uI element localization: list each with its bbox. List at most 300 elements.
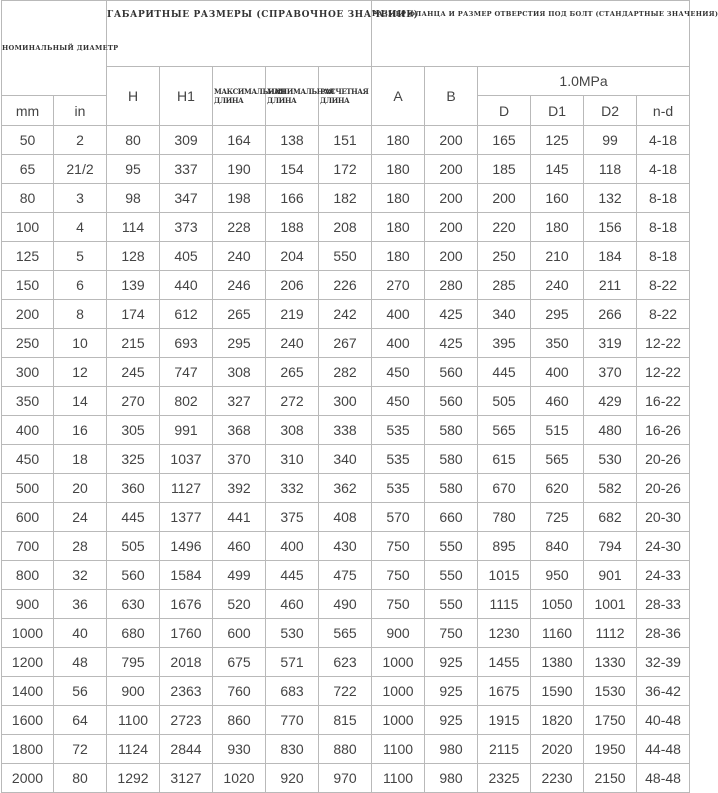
cell-h: 98	[107, 184, 160, 213]
col-d-header: D	[478, 96, 531, 126]
cell-n-d: 12-22	[637, 358, 690, 387]
cell-d: 200	[478, 184, 531, 213]
table-row	[2, 503, 690, 532]
table-row	[2, 329, 690, 358]
cell-d: 1915	[478, 706, 531, 735]
cell-calc-length: 475	[319, 561, 372, 590]
cell-d: 165	[478, 126, 531, 155]
cell-dn-in: 14	[54, 387, 107, 416]
cell-d: 670	[478, 474, 531, 503]
cell-b: 660	[425, 503, 478, 532]
cell-dn-in: 48	[54, 648, 107, 677]
cell-n-d: 8-18	[637, 242, 690, 271]
cell-b: 560	[425, 387, 478, 416]
cell-n-d: 20-26	[637, 445, 690, 474]
cell-d1: 1050	[531, 590, 584, 619]
cell-d: 1455	[478, 648, 531, 677]
cell-a: 450	[372, 387, 425, 416]
cell-min-length: 206	[266, 271, 319, 300]
cell-a: 750	[372, 561, 425, 590]
cell-d: 285	[478, 271, 531, 300]
overall-dimensions-header: ГАБАРИТНЫЕ РАЗМЕРЫ (СПРАВОЧНОЕ ЗНАЧЕНИЕ)	[107, 1, 372, 67]
cell-calc-length: 340	[319, 445, 372, 474]
cell-n-d: 48-48	[637, 764, 690, 793]
table-row	[2, 184, 690, 213]
cell-h: 270	[107, 387, 160, 416]
cell-h1: 612	[160, 300, 213, 329]
cell-n-d: 4-18	[637, 155, 690, 184]
cell-min-length: 920	[266, 764, 319, 793]
cell-a: 1100	[372, 764, 425, 793]
cell-n-d: 40-48	[637, 706, 690, 735]
cell-min-length: 683	[266, 677, 319, 706]
cell-n-d: 16-22	[637, 387, 690, 416]
cell-dn-in: 36	[54, 590, 107, 619]
cell-d1: 350	[531, 329, 584, 358]
cell-a: 270	[372, 271, 425, 300]
cell-h1: 2018	[160, 648, 213, 677]
cell-max-length: 295	[213, 329, 266, 358]
cell-b: 925	[425, 648, 478, 677]
cell-max-length: 392	[213, 474, 266, 503]
cell-max-length: 246	[213, 271, 266, 300]
cell-max-length: 1020	[213, 764, 266, 793]
cell-max-length: 520	[213, 590, 266, 619]
cell-h: 95	[107, 155, 160, 184]
cell-dn-in: 8	[54, 300, 107, 329]
cell-d: 615	[478, 445, 531, 474]
cell-d1: 2230	[531, 764, 584, 793]
cell-a: 1100	[372, 735, 425, 764]
cell-dn-mm: 700	[2, 532, 54, 561]
cell-dn-mm: 600	[2, 503, 54, 532]
cell-d: 505	[478, 387, 531, 416]
cell-d: 1115	[478, 590, 531, 619]
cell-h1: 1037	[160, 445, 213, 474]
cell-min-length: 240	[266, 329, 319, 358]
cell-d2: 682	[584, 503, 637, 532]
cell-d: 340	[478, 300, 531, 329]
cell-calc-length: 172	[319, 155, 372, 184]
cell-max-length: 368	[213, 416, 266, 445]
cell-b: 550	[425, 590, 478, 619]
cell-dn-mm: 1600	[2, 706, 54, 735]
cell-d1: 620	[531, 474, 584, 503]
cell-d2: 1112	[584, 619, 637, 648]
cell-a: 535	[372, 474, 425, 503]
cell-d2: 370	[584, 358, 637, 387]
cell-d1: 950	[531, 561, 584, 590]
cell-h: 360	[107, 474, 160, 503]
cell-dn-mm: 1200	[2, 648, 54, 677]
cell-d: 1675	[478, 677, 531, 706]
cell-a: 450	[372, 358, 425, 387]
cell-calc-length: 880	[319, 735, 372, 764]
cell-calc-length: 242	[319, 300, 372, 329]
table-row	[2, 648, 690, 677]
cell-h: 139	[107, 271, 160, 300]
cell-calc-length: 300	[319, 387, 372, 416]
cell-n-d: 20-30	[637, 503, 690, 532]
table-row	[2, 677, 690, 706]
cell-h1: 3127	[160, 764, 213, 793]
cell-max-length: 228	[213, 213, 266, 242]
cell-d2: 184	[584, 242, 637, 271]
cell-h: 445	[107, 503, 160, 532]
cell-dn-mm: 400	[2, 416, 54, 445]
cell-h1: 2844	[160, 735, 213, 764]
cell-calc-length: 182	[319, 184, 372, 213]
cell-h: 128	[107, 242, 160, 271]
cell-max-length: 600	[213, 619, 266, 648]
cell-max-length: 760	[213, 677, 266, 706]
cell-min-length: 138	[266, 126, 319, 155]
cell-d1: 515	[531, 416, 584, 445]
cell-calc-length: 267	[319, 329, 372, 358]
cell-b: 425	[425, 329, 478, 358]
cell-n-d: 8-22	[637, 300, 690, 329]
cell-b: 200	[425, 126, 478, 155]
cell-a: 570	[372, 503, 425, 532]
cell-dn-in: 24	[54, 503, 107, 532]
cell-b: 200	[425, 242, 478, 271]
cell-dn-in: 5	[54, 242, 107, 271]
cell-d1: 210	[531, 242, 584, 271]
cell-a: 535	[372, 416, 425, 445]
cell-a: 750	[372, 590, 425, 619]
cell-dn-mm: 50	[2, 126, 54, 155]
cell-dn-mm: 1800	[2, 735, 54, 764]
cell-calc-length: 408	[319, 503, 372, 532]
cell-d2: 1001	[584, 590, 637, 619]
cell-d2: 266	[584, 300, 637, 329]
cell-calc-length: 815	[319, 706, 372, 735]
cell-dn-in: 64	[54, 706, 107, 735]
col-d1-header: D1	[531, 96, 584, 126]
cell-dn-in: 3	[54, 184, 107, 213]
cell-h1: 693	[160, 329, 213, 358]
table-row	[2, 532, 690, 561]
cell-d2: 1330	[584, 648, 637, 677]
col-min-length-header: МИНИМАЛЬНАЯ ДЛИНА	[266, 67, 319, 126]
cell-d2: 118	[584, 155, 637, 184]
cell-b: 550	[425, 561, 478, 590]
cell-h: 505	[107, 532, 160, 561]
cell-h1: 309	[160, 126, 213, 155]
cell-min-length: 308	[266, 416, 319, 445]
cell-d: 1230	[478, 619, 531, 648]
cell-n-d: 8-18	[637, 184, 690, 213]
cell-dn-in: 2	[54, 126, 107, 155]
cell-h: 174	[107, 300, 160, 329]
nominal-diameter-header: НОМИНАЛЬНЫЙ ДИАМЕТР	[2, 1, 107, 96]
cell-d1: 725	[531, 503, 584, 532]
cell-d: 1015	[478, 561, 531, 590]
cell-d1: 1160	[531, 619, 584, 648]
cell-d1: 240	[531, 271, 584, 300]
cell-max-length: 499	[213, 561, 266, 590]
cell-d: 395	[478, 329, 531, 358]
cell-min-length: 332	[266, 474, 319, 503]
cell-d2: 156	[584, 213, 637, 242]
cell-h1: 373	[160, 213, 213, 242]
cell-min-length: 188	[266, 213, 319, 242]
cell-a: 750	[372, 532, 425, 561]
table-body	[2, 126, 690, 793]
table-row	[2, 619, 690, 648]
cell-d: 250	[478, 242, 531, 271]
cell-h: 1124	[107, 735, 160, 764]
cell-d1: 400	[531, 358, 584, 387]
cell-max-length: 164	[213, 126, 266, 155]
cell-b: 580	[425, 474, 478, 503]
cell-h: 325	[107, 445, 160, 474]
cell-min-length: 310	[266, 445, 319, 474]
cell-d2: 319	[584, 329, 637, 358]
cell-h: 245	[107, 358, 160, 387]
cell-h: 80	[107, 126, 160, 155]
cell-d1: 840	[531, 532, 584, 561]
flange-dimensions-header: РАЗМЕР ФЛАНЦА И РАЗМЕР ОТВЕРСТИЯ ПОД БОЛТ (СТАНДАРТНЫЕ ЗНАЧЕНИЯ)	[372, 1, 690, 67]
cell-dn-in: 16	[54, 416, 107, 445]
table-row	[2, 706, 690, 735]
table-header	[2, 1, 718, 126]
cell-dn-in: 20	[54, 474, 107, 503]
table-row	[2, 358, 690, 387]
cell-d1: 1820	[531, 706, 584, 735]
cell-d2: 132	[584, 184, 637, 213]
cell-h1: 1496	[160, 532, 213, 561]
cell-dn-mm: 2000	[2, 764, 54, 793]
cell-min-length: 166	[266, 184, 319, 213]
cell-dn-in: 6	[54, 271, 107, 300]
cell-min-length: 400	[266, 532, 319, 561]
cell-dn-in: 56	[54, 677, 107, 706]
cell-h: 114	[107, 213, 160, 242]
cell-dn-mm: 500	[2, 474, 54, 503]
cell-d2: 1950	[584, 735, 637, 764]
cell-calc-length: 490	[319, 590, 372, 619]
table-row	[2, 590, 690, 619]
cell-h1: 1760	[160, 619, 213, 648]
cell-max-length: 327	[213, 387, 266, 416]
unit-mm-header: mm	[2, 96, 54, 126]
cell-d2: 1530	[584, 677, 637, 706]
cell-d: 565	[478, 416, 531, 445]
cell-n-d: 44-48	[637, 735, 690, 764]
cell-min-length: 154	[266, 155, 319, 184]
col-a-header: A	[372, 67, 425, 126]
cell-d2: 1750	[584, 706, 637, 735]
cell-b: 560	[425, 358, 478, 387]
cell-dn-in: 10	[54, 329, 107, 358]
cell-max-length: 675	[213, 648, 266, 677]
cell-a: 180	[372, 126, 425, 155]
cell-max-length: 198	[213, 184, 266, 213]
col-h-header: H	[107, 67, 160, 126]
cell-dn-in: 40	[54, 619, 107, 648]
cell-dn-mm: 80	[2, 184, 54, 213]
cell-d2: 99	[584, 126, 637, 155]
cell-b: 200	[425, 184, 478, 213]
cell-d: 2325	[478, 764, 531, 793]
cell-d: 780	[478, 503, 531, 532]
cell-h1: 440	[160, 271, 213, 300]
cell-d: 2115	[478, 735, 531, 764]
cell-b: 425	[425, 300, 478, 329]
cell-b: 980	[425, 764, 478, 793]
table-row	[2, 126, 690, 155]
cell-d1: 160	[531, 184, 584, 213]
table-row	[2, 387, 690, 416]
cell-dn-mm: 300	[2, 358, 54, 387]
cell-h1: 991	[160, 416, 213, 445]
cell-calc-length: 565	[319, 619, 372, 648]
cell-h1: 1584	[160, 561, 213, 590]
cell-dn-mm: 350	[2, 387, 54, 416]
cell-calc-length: 970	[319, 764, 372, 793]
cell-n-d: 8-22	[637, 271, 690, 300]
cell-b: 580	[425, 445, 478, 474]
cell-h1: 1676	[160, 590, 213, 619]
table-row	[2, 242, 690, 271]
cell-h1: 802	[160, 387, 213, 416]
cell-a: 180	[372, 213, 425, 242]
cell-b: 200	[425, 155, 478, 184]
cell-min-length: 460	[266, 590, 319, 619]
cell-n-d: 36-42	[637, 677, 690, 706]
cell-n-d: 4-18	[637, 126, 690, 155]
cell-d2: 794	[584, 532, 637, 561]
cell-d: 185	[478, 155, 531, 184]
cell-d1: 565	[531, 445, 584, 474]
cell-min-length: 272	[266, 387, 319, 416]
table-row	[2, 561, 690, 590]
col-b-header: B	[425, 67, 478, 126]
cell-max-length: 441	[213, 503, 266, 532]
cell-a: 180	[372, 184, 425, 213]
table-row	[2, 764, 690, 793]
col-calc-length-header: РАСЧЕТНАЯ ДЛИНА	[319, 67, 372, 126]
cell-d2: 480	[584, 416, 637, 445]
cell-max-length: 460	[213, 532, 266, 561]
cell-dn-in: 18	[54, 445, 107, 474]
cell-h1: 2363	[160, 677, 213, 706]
cell-h1: 1127	[160, 474, 213, 503]
table-row	[2, 271, 690, 300]
cell-b: 550	[425, 532, 478, 561]
cell-n-d: 24-33	[637, 561, 690, 590]
cell-min-length: 530	[266, 619, 319, 648]
cell-calc-length: 623	[319, 648, 372, 677]
cell-h: 215	[107, 329, 160, 358]
dimensions-table	[1, 0, 718, 793]
cell-dn-in: 4	[54, 213, 107, 242]
cell-a: 180	[372, 242, 425, 271]
cell-max-length: 860	[213, 706, 266, 735]
cell-calc-length: 550	[319, 242, 372, 271]
cell-dn-in: 12	[54, 358, 107, 387]
cell-calc-length: 430	[319, 532, 372, 561]
table-row	[2, 445, 690, 474]
cell-d: 895	[478, 532, 531, 561]
cell-d1: 1380	[531, 648, 584, 677]
cell-b: 200	[425, 213, 478, 242]
cell-d2: 211	[584, 271, 637, 300]
cell-calc-length: 722	[319, 677, 372, 706]
table-row	[2, 213, 690, 242]
cell-dn-mm: 150	[2, 271, 54, 300]
cell-b: 980	[425, 735, 478, 764]
cell-n-d: 32-39	[637, 648, 690, 677]
cell-a: 1000	[372, 648, 425, 677]
cell-dn-mm: 1000	[2, 619, 54, 648]
cell-dn-mm: 125	[2, 242, 54, 271]
cell-d2: 582	[584, 474, 637, 503]
cell-d2: 429	[584, 387, 637, 416]
cell-min-length: 204	[266, 242, 319, 271]
cell-dn-mm: 450	[2, 445, 54, 474]
cell-b: 280	[425, 271, 478, 300]
cell-dn-mm: 800	[2, 561, 54, 590]
cell-max-length: 265	[213, 300, 266, 329]
cell-h: 630	[107, 590, 160, 619]
cell-h: 1100	[107, 706, 160, 735]
cell-h1: 1377	[160, 503, 213, 532]
cell-h: 305	[107, 416, 160, 445]
table-row	[2, 474, 690, 503]
cell-d2: 530	[584, 445, 637, 474]
cell-a: 180	[372, 155, 425, 184]
cell-calc-length: 362	[319, 474, 372, 503]
cell-b: 925	[425, 706, 478, 735]
cell-h1: 2723	[160, 706, 213, 735]
cell-dn-in: 28	[54, 532, 107, 561]
cell-b: 580	[425, 416, 478, 445]
table-row	[2, 416, 690, 445]
cell-n-d: 28-36	[637, 619, 690, 648]
cell-h1: 337	[160, 155, 213, 184]
cell-h: 560	[107, 561, 160, 590]
cell-max-length: 240	[213, 242, 266, 271]
cell-min-length: 219	[266, 300, 319, 329]
cell-dn-mm: 65	[2, 155, 54, 184]
cell-dn-mm: 250	[2, 329, 54, 358]
cell-dn-in: 32	[54, 561, 107, 590]
cell-h: 680	[107, 619, 160, 648]
cell-max-length: 308	[213, 358, 266, 387]
cell-min-length: 571	[266, 648, 319, 677]
cell-min-length: 770	[266, 706, 319, 735]
cell-max-length: 370	[213, 445, 266, 474]
cell-d1: 180	[531, 213, 584, 242]
cell-dn-mm: 100	[2, 213, 54, 242]
col-d2-header: D2	[584, 96, 637, 126]
cell-dn-mm: 1400	[2, 677, 54, 706]
col-h1-header: H1	[160, 67, 213, 126]
cell-a: 900	[372, 619, 425, 648]
cell-n-d: 8-18	[637, 213, 690, 242]
cell-max-length: 190	[213, 155, 266, 184]
cell-dn-in: 72	[54, 735, 107, 764]
cell-a: 400	[372, 300, 425, 329]
cell-h1: 347	[160, 184, 213, 213]
cell-d1: 295	[531, 300, 584, 329]
cell-d: 445	[478, 358, 531, 387]
cell-h1: 747	[160, 358, 213, 387]
cell-d1: 2020	[531, 735, 584, 764]
cell-a: 400	[372, 329, 425, 358]
